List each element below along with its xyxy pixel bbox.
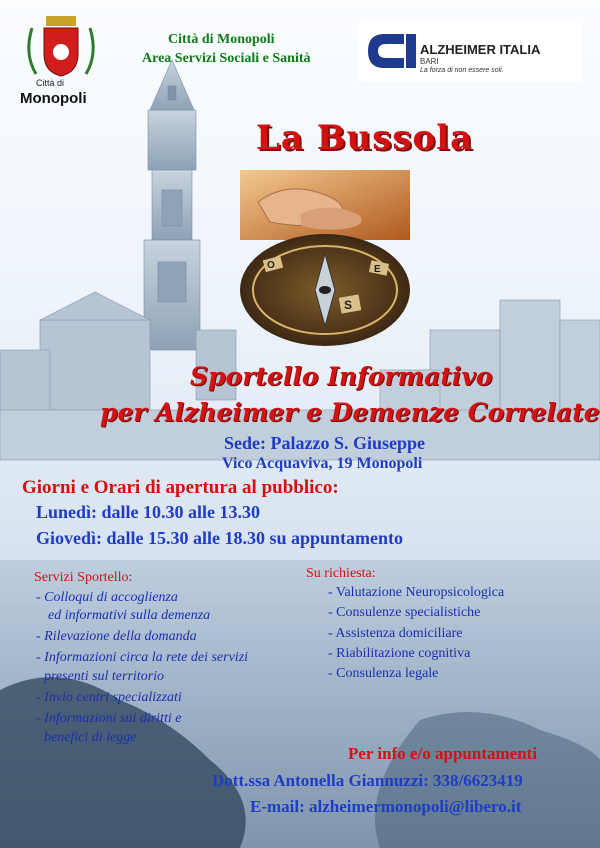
service-item: - Invio centri specializzati [36, 690, 182, 705]
service-item: presenti sul territorio [44, 669, 165, 684]
compass-letter-e: E [374, 264, 381, 275]
on-request-item: - Consulenza legale [328, 666, 439, 681]
alzheimer-italia-mark-icon [364, 28, 418, 74]
bell-tower [144, 60, 200, 350]
service-item: benefici di legge [44, 730, 137, 745]
on-request-item: - Riabilitazione cognitiva [328, 646, 471, 661]
venue-name: Sede: Palazzo S. Giuseppe [224, 433, 425, 453]
service-item: ed informativi sulla demenza [48, 608, 211, 623]
hours-monday: Lunedì: dalle 10.30 alle 13.30 [36, 502, 261, 522]
service-item: - Colloqui di accoglienza [36, 590, 178, 605]
contact-email: E-mail: alzheimermonopoli@libero.it [250, 797, 522, 816]
contact-phone: Dott.ssa Antonella Giannuzzi: 338/6623419 [212, 771, 523, 790]
partner-name: ALZHEIMER ITALIA [420, 42, 541, 57]
opening-hours-heading: Giorni e Orari di apertura al pubblico: [22, 477, 339, 498]
hours-thursday: Giovedì: dalle 15.30 alle 18.30 su appuntamento [36, 528, 404, 548]
service-item: - Informazioni circa la rete dei servizi [36, 650, 249, 665]
subtitle-line-2: per Alzheimer e Demenze Correlate [100, 398, 600, 427]
city-coat-of-arms-icon [22, 14, 100, 80]
compass-letter-s: S [344, 298, 353, 312]
venue-address: Vico Acquaviva, 19 Monopoli [222, 455, 423, 472]
subtitle-line-1: Sportello Informativo [190, 362, 493, 391]
on-request-item: - Consulenze specialistiche [328, 605, 481, 620]
on-request-item: - Valutazione Neuropsicologica [328, 585, 505, 600]
on-request-item: - Assistenza domiciliare [328, 626, 463, 641]
hands-compass-photo [240, 170, 410, 350]
service-item: - Rilevazione della domanda [36, 629, 197, 644]
service-item: - Informazioni sui diritti e [36, 711, 182, 726]
poster-title: La Bussola [256, 118, 474, 158]
partner-slogan: La forza di non essere soli. [420, 67, 504, 74]
city-logo-name: Monopoli [20, 90, 87, 107]
on-request-heading: Su richiesta: [306, 566, 376, 581]
department-name: Area Servizi Sociali e Sanità [142, 51, 311, 66]
services-heading: Servizi Sportello: [34, 570, 133, 585]
city-logo-label: Città di [36, 78, 65, 88]
compass-letter-o: O [267, 260, 275, 271]
city-name: Città di Monopoli [168, 32, 275, 47]
alzheimer-italia-logo [358, 22, 582, 82]
partner-city: BARI [420, 57, 439, 66]
info-heading: Per info e/o appuntamenti [348, 744, 538, 763]
